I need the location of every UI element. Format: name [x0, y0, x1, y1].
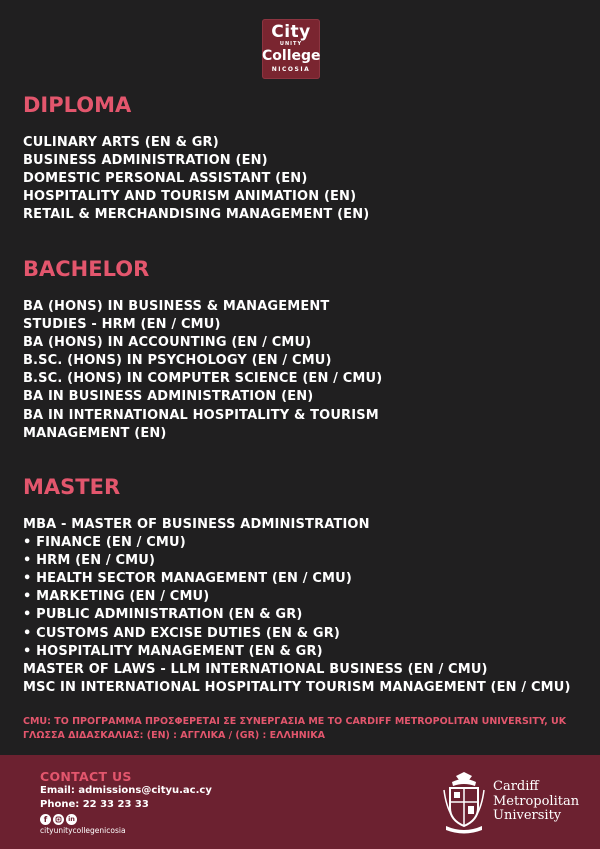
list-item: • FINANCE (EN / CMU) — [23, 535, 186, 551]
master-section — [23, 474, 590, 697]
university-line: University — [493, 808, 562, 823]
list-item: MBA - MASTER OF BUSINESS ADMINISTRATION — [23, 517, 370, 532]
contact-phone[interactable]: Phone: 22 33 23 33 — [40, 799, 149, 810]
diploma-section — [23, 92, 590, 224]
linkedin-icon[interactable]: in — [66, 814, 77, 825]
logo-line-city: City — [271, 22, 311, 42]
list-item: MSC IN INTERNATIONAL HOSPITALITY TOURISM MANAGEMENT (EN / CMU) — [23, 679, 571, 695]
social-icons — [40, 814, 79, 826]
contact-email[interactable]: Email: admissions@cityu.ac.cy — [40, 785, 212, 796]
list-item: • HEALTH SECTOR MANAGEMENT (EN / CMU) — [23, 571, 352, 587]
bachelor-section — [23, 256, 590, 443]
master-heading: MASTER — [23, 475, 121, 499]
list-item: • HOSPITALITY MANAGEMENT (EN & GR) — [23, 643, 323, 659]
list-item: B.SC. (HONS) IN PSYCHOLOGY (EN / CMU) — [23, 353, 332, 369]
list-item: • CUSTOMS AND EXCISE DUTIES (EN & GR) — [23, 625, 340, 641]
bachelor-heading: BACHELOR — [23, 257, 150, 281]
master-list — [23, 516, 590, 697]
list-item: • HRM (EN / CMU) — [23, 553, 156, 569]
list-item: HOSPITALITY AND TOURISM ANIMATION (EN) — [23, 189, 357, 205]
list-item: STUDIES - HRM (EN / CMU) — [23, 317, 221, 333]
city-unity-college-logo — [262, 19, 320, 79]
list-item: BA (HONS) IN BUSINESS & MANAGEMENT — [23, 299, 330, 314]
list-item: BA IN INTERNATIONAL HOSPITALITY & TOURISM — [23, 407, 379, 423]
list-item: • MARKETING (EN / CMU) — [23, 589, 210, 605]
list-item: MASTER OF LAWS - LLM INTERNATIONAL BUSINESS (EN / CMU) — [23, 661, 488, 677]
diploma-list — [23, 134, 590, 224]
instagram-icon[interactable] — [53, 814, 64, 825]
facebook-icon[interactable]: f — [40, 814, 51, 825]
cardiff-wordmark — [493, 780, 579, 824]
list-item: BUSINESS ADMINISTRATION (EN) — [23, 153, 268, 169]
contact-title: CONTACT US — [40, 769, 132, 784]
list-item: • PUBLIC ADMINISTRATION (EN & GR) — [23, 607, 303, 623]
list-item: B.SC. (HONS) IN COMPUTER SCIENCE (EN / CMU) — [23, 371, 383, 387]
list-item: RETAIL & MERCHANDISING MANAGEMENT (EN) — [23, 207, 370, 223]
metropolitan-line: Metropolitan — [493, 793, 580, 809]
list-item: BA IN BUSINESS ADMINISTRATION (EN) — [23, 389, 314, 405]
list-item: MANAGEMENT (EN) — [23, 425, 167, 441]
contact-footer — [0, 755, 600, 849]
footnote-language: ΓΛΩΣΣΑ ΔΙΔΑΣΚΑΛΙΑΣ: (EN) : ΑΓΓΛΙΚΑ / (GR) : ΕΛΛΗΝΙΚΑ — [23, 730, 325, 741]
diploma-heading: DIPLOMA — [23, 93, 132, 117]
list-item: CULINARY ARTS (EN & GR) — [23, 135, 219, 150]
logo-line-unity: UNITY — [279, 41, 303, 47]
bachelor-list — [23, 298, 590, 443]
logo-line-college: College — [262, 48, 321, 64]
cardiff-metropolitan-logo — [440, 770, 590, 836]
list-item: DOMESTIC PERSONAL ASSISTANT (EN) — [23, 171, 308, 187]
footnote — [23, 715, 590, 743]
cardiff-line: Cardiff — [493, 779, 539, 794]
logo-line-nicosia: NICOSIA — [271, 66, 311, 73]
footnote-cmu: CMU: ΤΟ ΠΡΟΓΡΑΜΜΑ ΠΡΟΣΦΕΡΕΤΑΙ ΣΕ ΣΥΝΕΡΓΑΣΙΑ ΜΕ ΤΟ CARDIFF METROPOLITAN UNIVERSITY, UK — [23, 716, 567, 727]
list-item: BA (HONS) IN ACCOUNTING (EN / CMU) — [23, 335, 312, 351]
social-handle[interactable]: cityunitycollegenicosia — [40, 826, 126, 835]
cardiff-crest-icon — [442, 770, 486, 834]
